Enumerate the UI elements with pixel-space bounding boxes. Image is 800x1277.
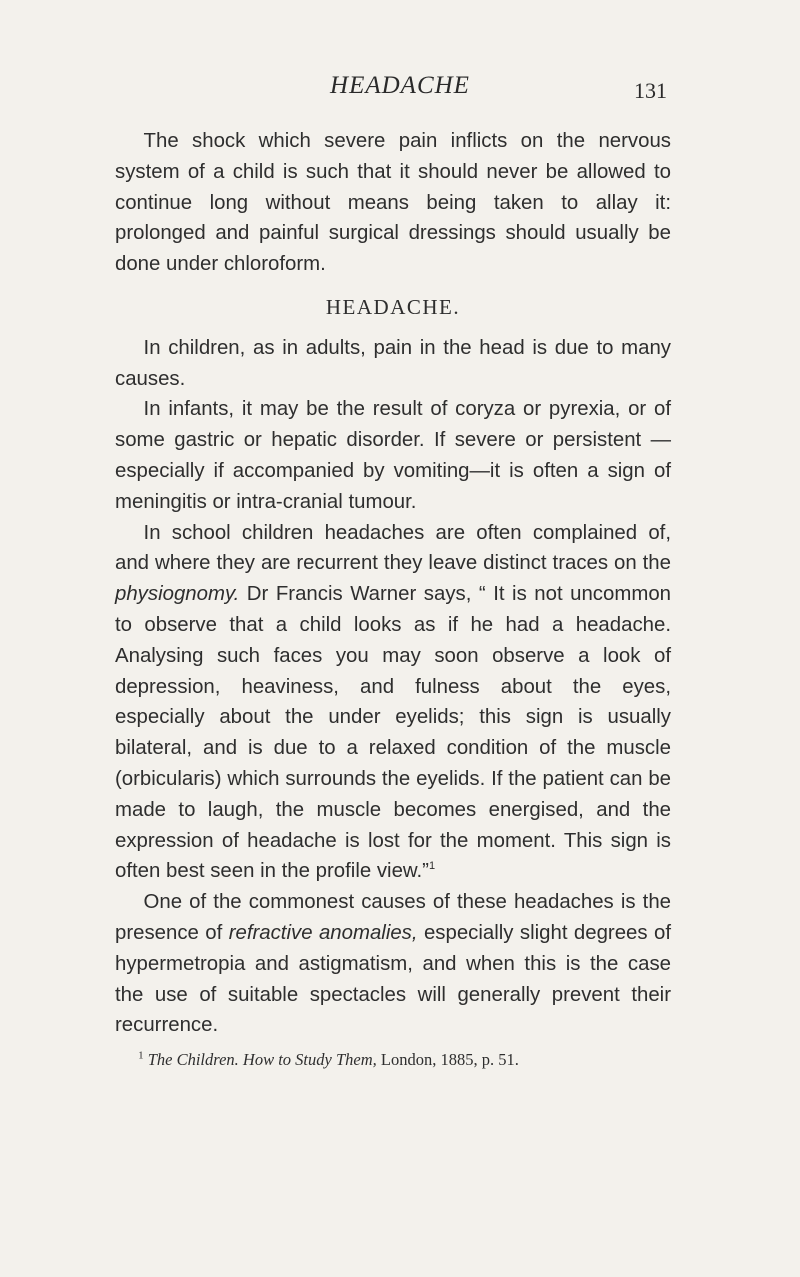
paragraph-intro: The shock which severe pain inflicts on the nervous system of a child is such that it should never be allowed to continue long without means being taken to allay it: prolonged and painful surgical dressings should usually be done under chloroform. [115, 130, 671, 276]
paragraph-refractive-text-2: especially slight degrees of hypermetropia and astigmatism, and when this is the case the use of suitable spectacles will generally prevent their recurrence. [115, 921, 671, 1037]
paragraph-infants: In infants, it may be the result of coryza or pyrexia, or of some gastric or hepatic disorder. If severe or persistent —especially if accompanied by vomiting—it is often a sign of meningitis or intra-cranial tumour. [115, 398, 671, 513]
running-title: HEADACHE [330, 72, 470, 99]
paragraph-school-emphasis: physiognomy. [115, 583, 240, 606]
section-heading: HEADACHE. [325, 294, 461, 319]
paragraph-refractive [115, 887, 671, 1041]
paragraph-refractive-emphasis: refractive anomalies, [228, 921, 418, 944]
footnote-reference-mark[interactable]: 1 [428, 860, 436, 873]
paragraph-refractive-text-1: One of the commonest causes of these headaches is the presence of [115, 891, 671, 944]
footnote [115, 1049, 671, 1071]
paragraph-school-text-1: In school children headaches are often complained of, and where they are recurrent they leave distinct traces on the [115, 521, 671, 575]
footnote-mark: 1 [138, 1049, 144, 1062]
paragraph-school-children [115, 518, 671, 888]
page-number: 131 [634, 78, 667, 103]
paragraph-school-text-2: Dr Francis Warner says, “ It is not uncommon to observe that a child looks as if he had a headache. Analysing such faces you may soon observe a look of depression, heaviness, and fulness about the eyes, especially about the under eyelids; this sign is usually bilateral, and is due to a relaxed condition of the muscle (orbicularis) which surrounds the eyelids. If the patient can be made to laugh, the muscle becomes energised, and the expression of headache is lost for the moment. This sign is often best seen in the profile view.” [115, 583, 671, 883]
footnote-citation: London, 1885, p. 51. [376, 1050, 519, 1070]
footnote-title: The Children. How to Study Them, [147, 1050, 377, 1070]
text-block [115, 126, 671, 1071]
paragraph-causes: In children, as in adults, pain in the head is due to many causes. [115, 336, 671, 390]
